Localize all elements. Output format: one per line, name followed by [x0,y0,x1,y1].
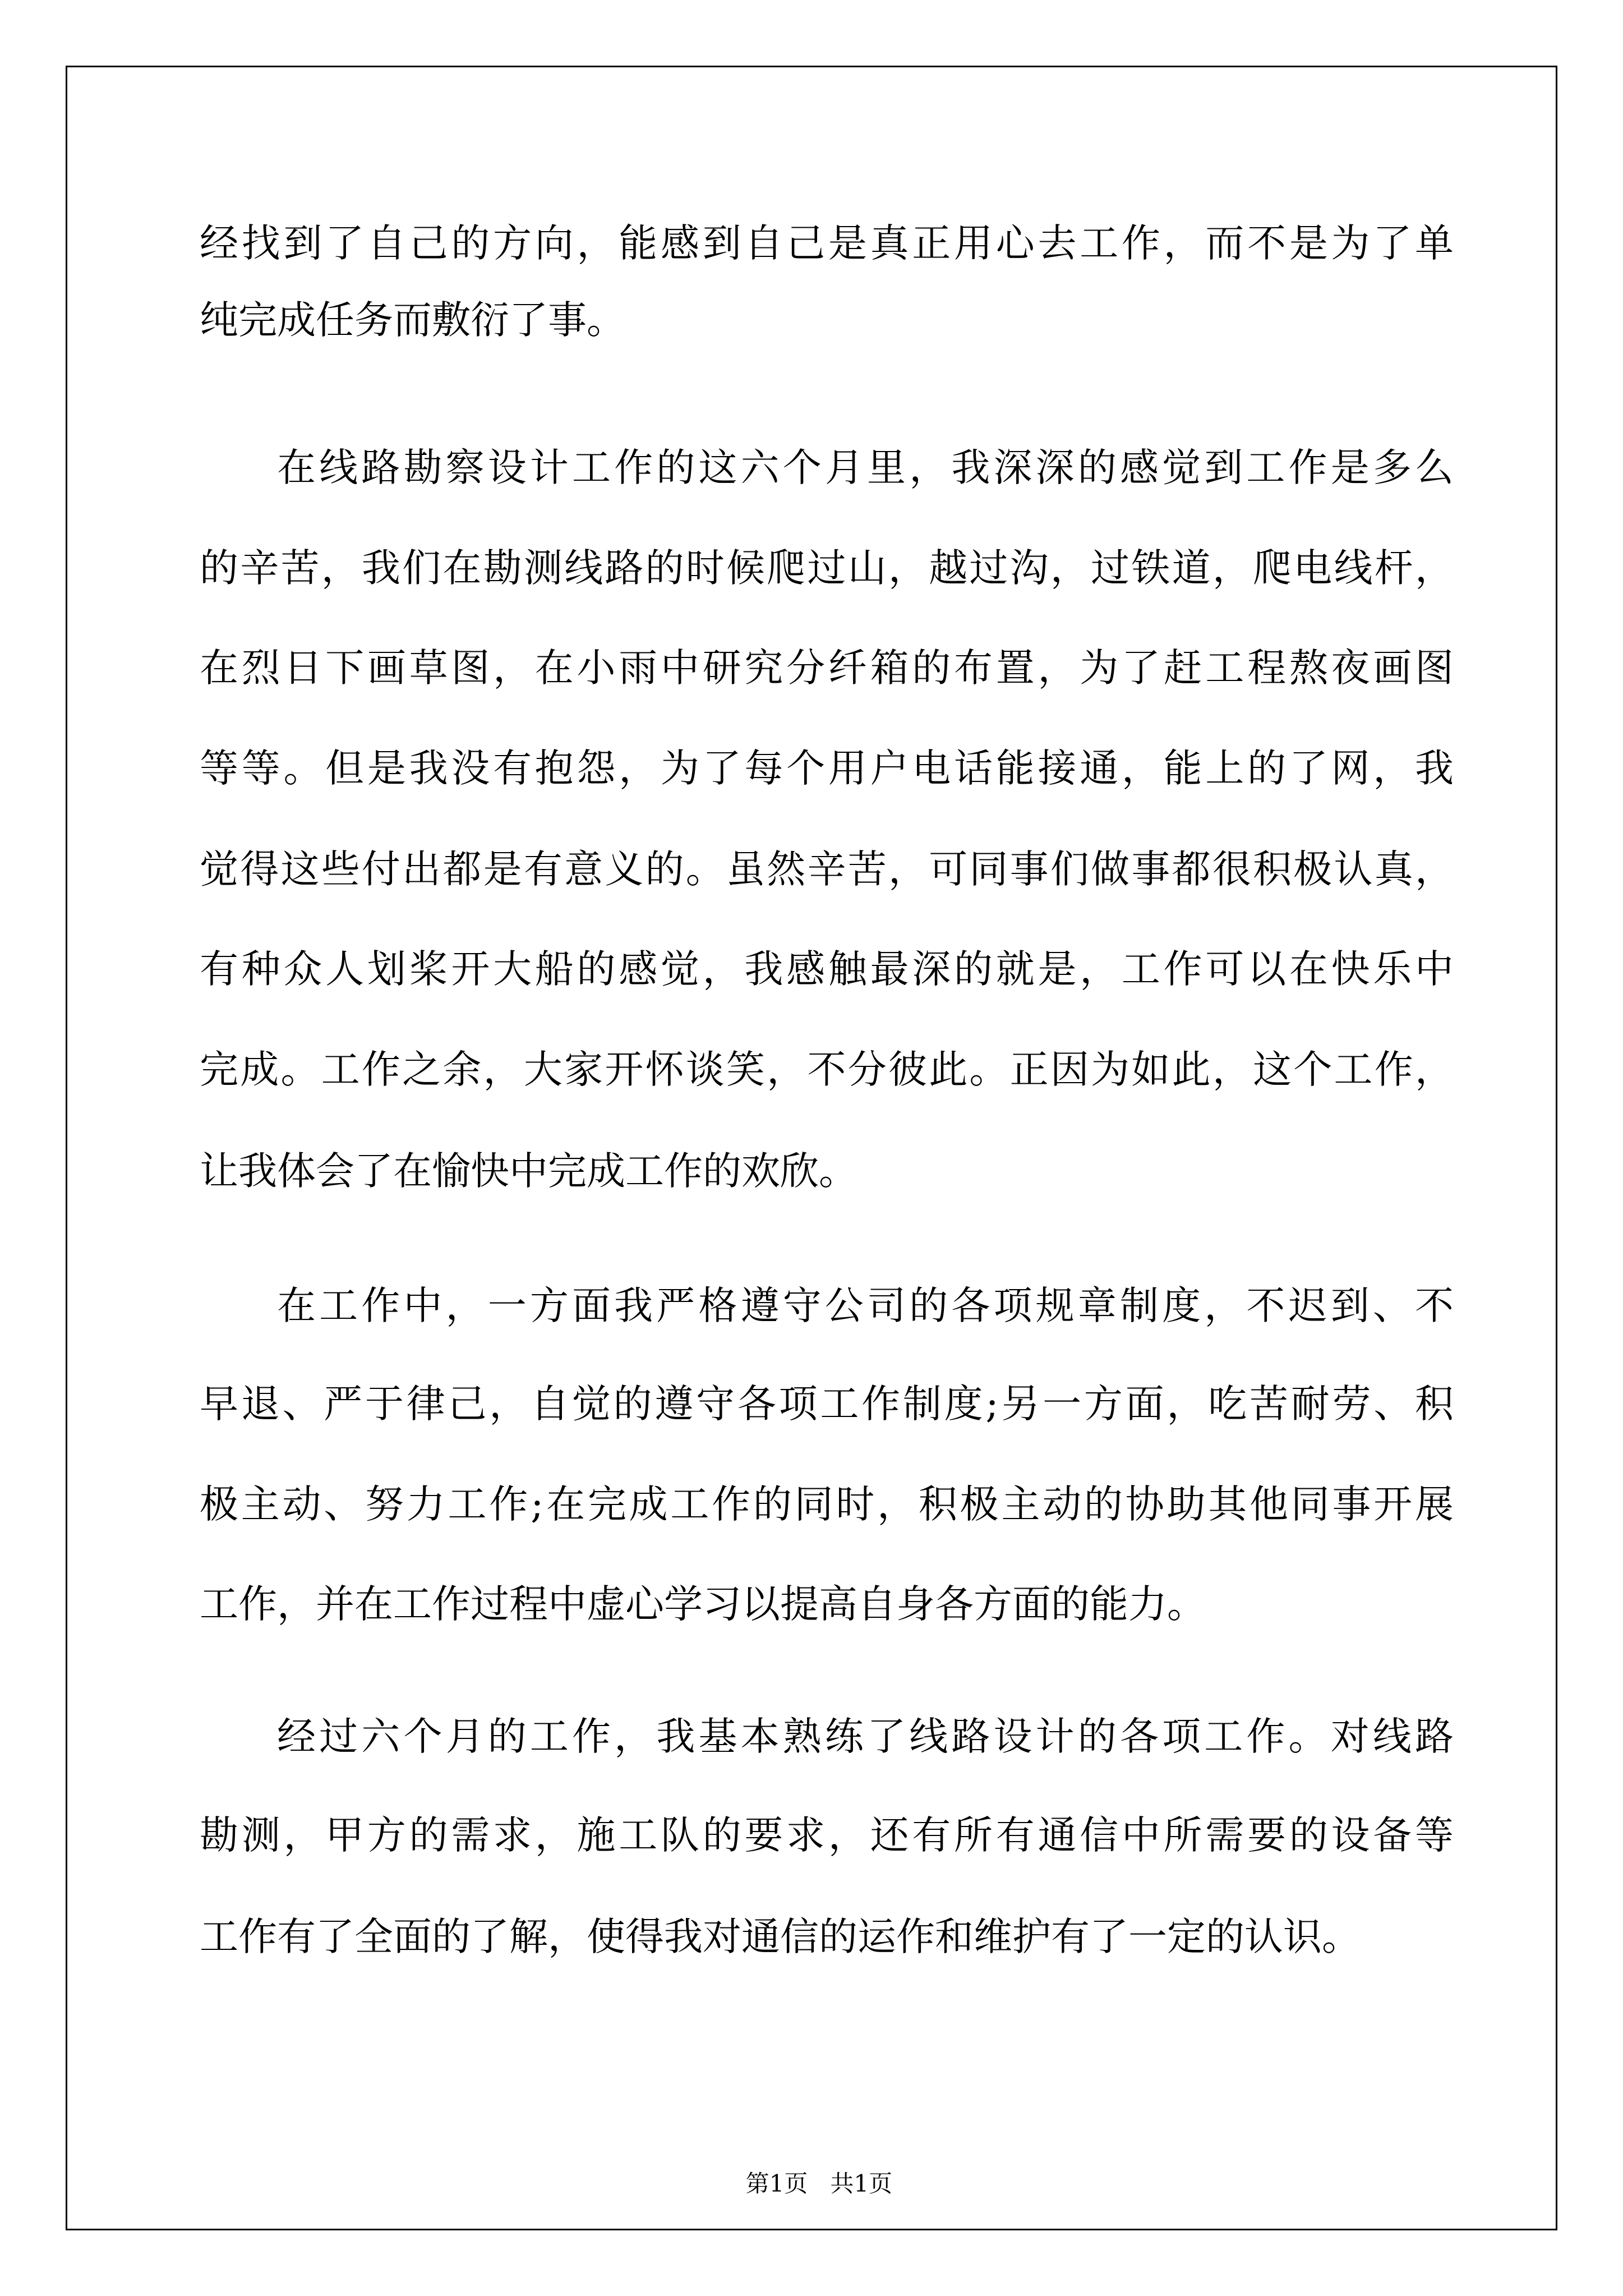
text-line: 工作，并在工作过程中虚心学习以提高自身各方面的能力。 [200,1582,1206,1627]
text-line: 经找到了自己的方向，能感到自己是真正用心去工作，而不是为了单 [200,221,1454,266]
text-line: 完成。工作之余，大家开怀谈笑，不分彼此。正因为如此，这个工作， [200,1047,1454,1092]
text-line: 等等。但是我没有抱怨，为了每个用户电话能接通，能上的了网，我 [200,746,1454,791]
text-line: 工作有了全面的了解，使得我对通信的运作和维护有了一定的认识。 [200,1915,1361,1959]
text-line: 早退、严于律己，自觉的遵守各项工作制度;另一方面，吃苦耐劳、积 [200,1382,1454,1427]
text-line: 有种众人划桨开大船的感觉，我感触最深的就是，工作可以在快乐中 [200,947,1454,992]
paragraph-first-line: 经过六个月的工作，我基本熟练了线路设计的各项工作。对线路 [277,1714,1454,1759]
text-line: 极主动、努力工作;在完成工作的同时，积极主动的协助其他同事开展 [200,1482,1454,1527]
text-line: 让我体会了在愉快中完成工作的欢欣。 [200,1149,857,1194]
text-line: 觉得这些付出都是有意义的。虽然辛苦，可同事们做事都很积极认真， [200,847,1454,892]
paragraph-first-line: 在线路勘察设计工作的这六个月里，我深深的感觉到工作是多么 [277,445,1454,490]
page-footer [0,2125,1623,2197]
page-number-label: 第1页 共1页 [745,2170,893,2197]
paragraph-first-line: 在工作中，一方面我严格遵守公司的各项规章制度，不迟到、不 [277,1283,1454,1328]
text-line: 勘测，甲方的需求，施工队的要求，还有所有通信中所需要的设备等 [200,1813,1454,1858]
text-line: 纯完成任务而敷衍了事。 [200,298,625,343]
text-line: 的辛苦，我们在勘测线路的时候爬过山，越过沟，过铁道，爬电线杆， [200,546,1454,591]
text-line: 在烈日下画草图，在小雨中研究分纤箱的布置，为了赶工程熬夜画图 [200,646,1454,691]
